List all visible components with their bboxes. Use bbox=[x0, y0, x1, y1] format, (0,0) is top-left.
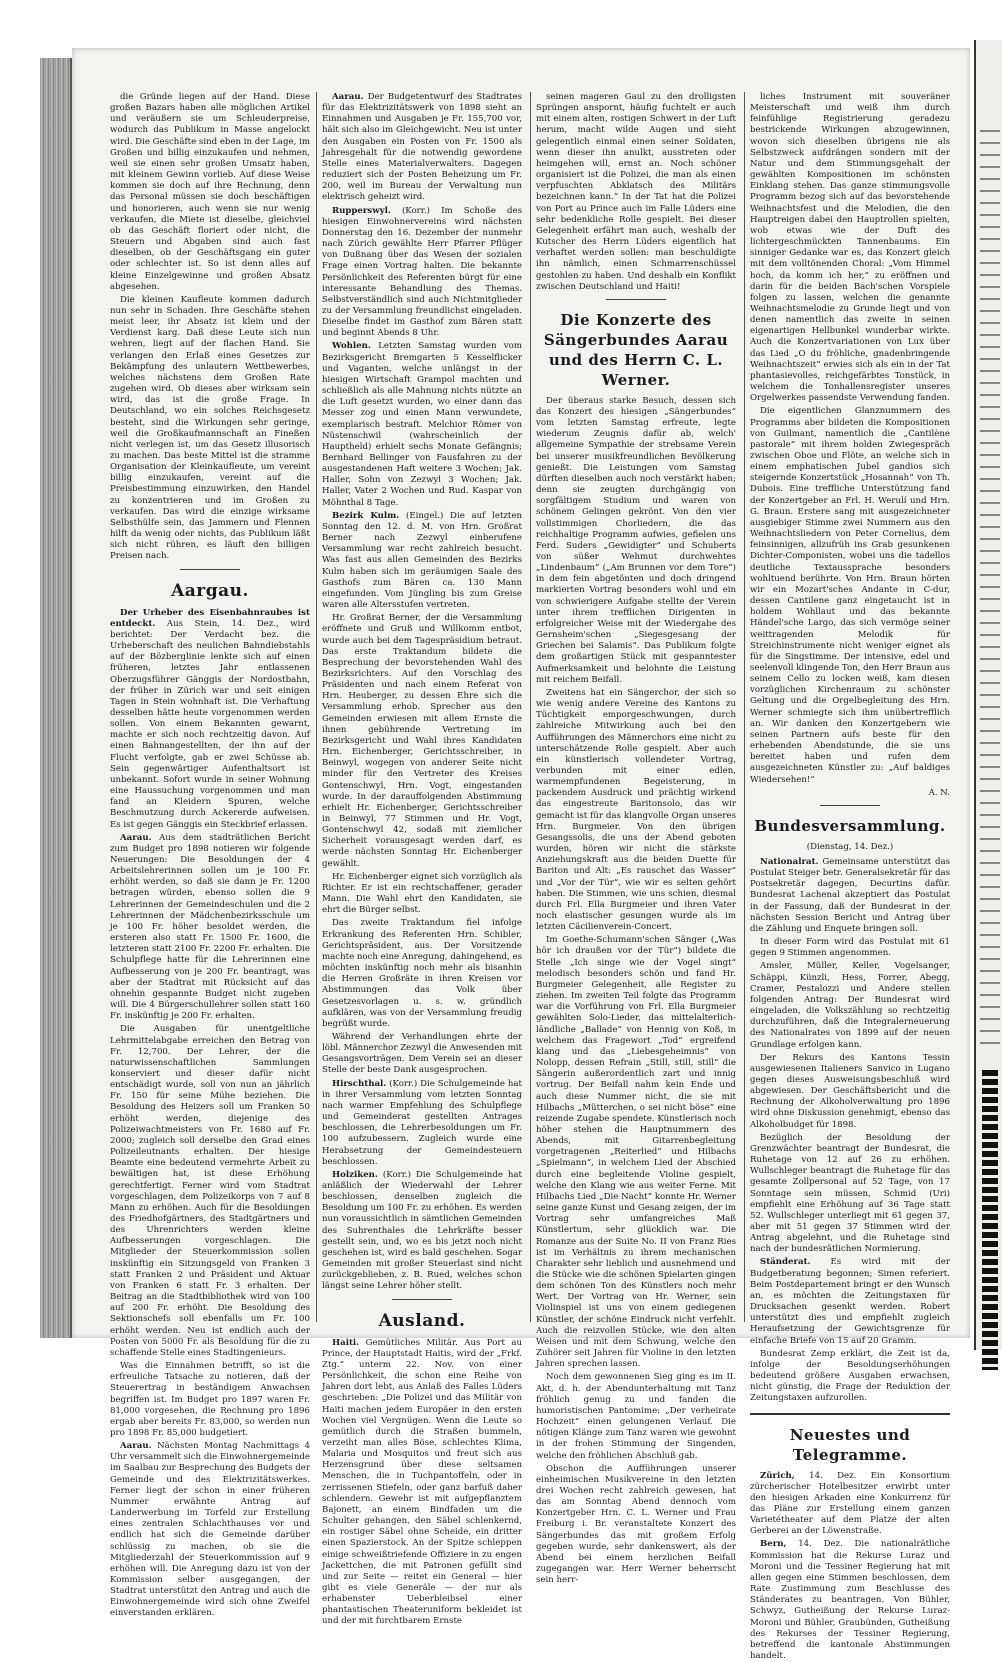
column-rule-2 bbox=[530, 92, 531, 1322]
news-body: 14. Dez. Ein Konsortium zürcherischer Hotelbesitzer erwirbt unter den hiesigen Arkaden eine Konkurrenz für das Pläne zur Erstellung einem ganzen Varietétheater auf dem Platze der alten Gerberei an der Löwenstraße. bbox=[750, 1470, 950, 1537]
news-nationalrat-2: In dieser Form wird das Postulat mit 61 gegen 9 Stimmen angenommen. bbox=[750, 937, 950, 959]
column-4 bbox=[750, 92, 950, 1661]
review-organ-paragraph-2: Die eigentlichen Glanznummern des Programms aber bildeten die Kompositionen von Guilmant, namentlich die „Cantilène pastorale“ mit ihrem holden Zwiegespräch zwischen Oboe und Flöte, an welche sich in einem emphatischen Jubel gandios sich steigernde Konzertstück „Hosannah“ von Th. Dubois. Eine treffliche Unterstützung fand der Konzertgeber an Frl. H. Werulí und Hrn. G. Braun. Erstere sang mit ausgezeichneter ausgiebiger Stimme zwei Nummern aus den Weihnachtsliedern von Peter Cornelius, dem feinsinnigen, allzufrüh ins Grab gesunkenen Dichter-Componisten, wobei uns die tadellos deutliche Textaussprache besonders wohltuend berührte. Von Hrn. Braun hörten wir ein Mozart'sches Andante in C-dur, dessen Cantilene ganz eingetaucht ist in holdem Wohllaut und das bekannte Händel'sche Largo, das sich vermöge seiner weittragenden Melodik für Streichinstrumente nicht weniger eignet als für die Singstimme. Der intensive, edel und seelenvoll klingende Ton, den Herr Braun aus seinem Cello zu locken weiß, kam diesen vorzüglichen Kirchenraum zu schönster Geltung und die Orgelbegleitung des Hrn. Werner schmiegte sich ihm unübertrefflich an. Wir danken den Konzertgebern wie seinen Partnern aufs beste für den erhebenden Abendstunde, die sie uns bereitet haben und rufen dem ausgezeichneten Künstler zu: „Auf baldiges Wiedersehen!“ bbox=[750, 406, 950, 785]
news-haiti bbox=[322, 1338, 522, 1628]
section-date: (Dienstag, 14. Dez.) bbox=[806, 841, 894, 852]
section-divider bbox=[606, 299, 666, 300]
section-heading-ausland: Ausland. bbox=[378, 1310, 466, 1331]
news-bezirk-kulm-2: Hr. Großrat Berner, der die Versammlung eröffnete und Gruß und Willkomm entbot, wurde auch bei dem Tagespräsidium betraut. Das erste Traktandum bildete die Besprechung der bevorstehenden Wahl des Bezirksrichters. Auf den Vorschlag des Präsidenten und nach einem Referat von Hrn. Heuberger, zu dessen Ehre sich die Versammlung erhob. Sprecher aus den Gemeinden erwiesen mit allem Ernste die ihnen gebührende Vertretung im Bezirksgericht und Wahl ihres Kandidaten Hrn. Eichenberger, Gerichtsschreiber, in Beinwyl, wogegen von anderer Seite nicht minder für den Vertreter des Kreises Gontenschwyl, Hrn. Vogt, eingestanden wurde. In der darauffolgenden Abstimmung erhielt Hr. Eichenberger, Gerichtsschreiber in Beinwyl, 77 Stimmen und Hr. Vogt, Gontenschwyl 42, sodaß mit ziemlicher Sicherheit vorausgesagt werden darf, es werde nächsten Sonntag Hr. Eichenberger gewählt. bbox=[322, 613, 522, 869]
telegram-bern bbox=[750, 1539, 950, 1662]
news-body: Der Budgetentwurf des Stadtrates für das Elektrizitätswerk von 1898 sieht an Einnahmen und Ausgaben je Fr. 155,700 vor, hält sich also im Gleichgewicht. Neu ist unter den Ausgaben ein Posten von Fr. 1500 als Jahresgehalt für die notwendig gewordene Stelle eines Materialverwalters. Dagegen reduziert sich der Posten Beheizung um Fr. 200, weil im Bureau der Verwaltung nun elektrisch geheizt wird. bbox=[322, 92, 522, 203]
news-aarau-elektrizitaetswerk bbox=[322, 92, 522, 204]
news-bezirk-kulm-3: Hr. Eichenberger eignet sich vorzüglich als Richter. Er ist ein rechtschaffener, gerader Mann. Die Wahl ehrt den Kandidaten, sie ehrt die Bürger selbst. bbox=[322, 871, 522, 916]
news-body: (Eingel.) Die auf letzten Sonntag den 12. d. M. von Hrn. Großrat Berner nach Zezwyl einberufene Versammlung war recht zahlreich besucht. Was fast aus allen Gemeinden des Bezirks Kulm haben sich im geräumigen Saale des Gasthofs zum Bären ca. 130 Mann eingefunden. Vom Jüngling bis zum Greise waren alle Altersstufen vertreten. bbox=[322, 510, 522, 611]
news-lead: Haiti. bbox=[332, 1337, 360, 1348]
adjacent-page-column-bar bbox=[982, 1070, 998, 1370]
news-holziken bbox=[322, 1170, 522, 1293]
news-nationalrat-5: Bezüglich der Besoldung der Grenzwächter beantragt der Bundesrat, die Ruhetage von 12 auf 26 zu erhöhen. Wullschleger beantragt die Ruhetage für das gesamte Zollpersonal auf 52 Tage, von 17 Sonntage sein müssen, Schmid (Uri) empfiehlt eine Erhöhung auf 36 Tage statt 52. Wullschleger unterliegt mit 61 gegen 37, aber mit 51 gegen 37 Stimmen wird der Antrag abgelehnt, und die Ruhetage sind nach der bundesrätlichen Normierung. bbox=[750, 1132, 950, 1255]
news-bezirk-kulm-4: Das zweite Traktandum fiel infolge Erkrankung des Referenten Hrn. Schibler, Gerichtspräsident, aus. Der Vorsitzende machte noch eine Anregung, dahingehend, es möchten inskünftig noch mehr als bisanhin die Herren Großräte in ihren Kreisen vor Abstimmungen das Volk über Gesetzesvorlagen u. s. w. gründlich aufklären, was von der Versammlung freudig begrüßt wurde. bbox=[322, 918, 522, 1029]
news-haiti-continued: seinen mageren Gaul zu den drolligsten Sprüngen anspornt, häufig fuchtelt er auch mit einem alten, rostigen Schwert in der Luft herum, macht wilde Augen und sieht gelegentlich einmal einen seiner Soldaten, wenn dieser ihn anulkt, ausstreten oder heimgehen will, ernst an. Noch schöner organisiert ist die Polizei, die man als einen verpfuschten Abklatsch des Militärs bezeichnen kann.“ In der Tat hat die Polizei von Port au Prince auch im Falle Lüders eine sehr bedenkliche Rolle gespielt. Bei dieser Gelegenheit erfährt man auch, weshalb der Kutscher des Herrn Lüders eigentlich hat verhaftet werden sollen: man beschuldigte ihn nämlich, einen Schmarrenschüssel gestohlen zu haben. Und deshalb ein Konflikt zwischen Deutschland und Haiti! bbox=[536, 92, 736, 292]
news-body: (Korr.) Im Schoße des hiesigen Einwohnervereins wird nächsten Donnerstag den 16. Dezember der nunmehr nach Zürich gewählte Herr Pfarrer Pflüger von Dußnang über das Wesen der sozialen Frage einen Vortrag halten. Die bekannte Persönlichkeit des Referenten bürgt für eine interessante Behandlung des Themas. Selbstverständlich sind auch Nichtmitglieder zu der Versammlung freundlichst eingeladen. Dieselbe findet im Gasthof zum Bären statt und beginnt Abends 8 Uhr. bbox=[322, 205, 522, 339]
article-bazars-paragraph-2: Die kleinen Kaufleute kommen dadurch nun sehr in Schaden. Ihre Geschäfte stehen meist leer, ihr Absatz ist klein und der Verdienst karg. Daß diese Leute sich nun wehren, liegt auf der flachen Hand. Sie verlangen den Erlaß eines Gesetzes zur Bekämpfung des unlautern Wettbewerbes, welches nächstens dem Großen Rate zugehen wird. Ob dieses aber wirksam sein wird, das ist die große Frage. In Deutschland, wo ein solches Reichsgesetz besteht, sind die Wirkungen sehr geringe, weil die Großkaufmannschaft an Fineßen nicht verlegen ist, um das Gesetz illusorisch zu machen. Das beste Mittel ist die stramme Organisation der Kleinkaufleute, um vereint billig einzukaufen, vereint auf die Preisbestimmung einzuwirken, den Handel zu konzentrieren und im Großen zu verkaufen. Das wird die einzige wirksame Selbsthülfe sein, das Jammern und Flennen hilft da wenig oder nichts, das Publikum läßt sich nicht rühren, es läuft den billigen Preisen nach. bbox=[110, 294, 310, 562]
news-lead: Ständerat. bbox=[760, 1257, 811, 1268]
news-hirschthal bbox=[322, 1079, 522, 1168]
news-nationalrat bbox=[750, 857, 950, 935]
article-bazars-paragraph-1: die Gründe liegen auf der Hand. Diese großen Bazars haben alle möglichen Artikel und veräußern sie um Schleuderpreise, wodurch das Publikum in Masse angelockt wird. Die Geschäfte sind eben in der Lage, im Großen und billig einzukaufen und nehmen, weil sie einen sehr großen Umsatz haben, mit kleinem Gewinn vorlieb. Auf diese Weise kommen sie doch auf ihre Rechnung, denn das Personal müssen sie doch beschäftigen und honorieren, auch wenn sie nur wenig verkaufen, die Miete ist dieselbe, gleichviel ob das Geschäft floriert oder nicht, die Steuern und Abgaben sind auch fast dieselben, ob der Geschäftsgang ein guter oder schlechter ist. So ist denn alles auf kleine Einzelgewinne und großen Absatz abgesehen. bbox=[110, 92, 311, 292]
book-page-edges bbox=[40, 58, 72, 1338]
column-rule-3 bbox=[744, 92, 745, 1322]
section-heading-bundesversammlung: Bundesversammlung. bbox=[754, 816, 946, 835]
column-rule-1 bbox=[316, 92, 317, 1322]
news-lead: Holziken. bbox=[332, 1169, 378, 1180]
telegram-zuerich bbox=[750, 1471, 950, 1538]
news-bezirk-kulm bbox=[322, 511, 522, 611]
news-lead: Aarau. bbox=[332, 92, 364, 102]
review-paragraph-5: Obschon die Aufführungen unserer einheimischen Musikvereine in den letzten drei Wochen recht zahlreich gewesen, hat das am Sonntag Abend dennoch vom Konzertgeber Hrn. C. L. Werner und Frau Freiburg i. Br. veranstaltete Konzert des Sängerbundes das mit großem Erfolg gegeben wurde, sehr dankenswert, als der Abend bei einem herzlichen Beifall zugegangen war. Herr Werner beherrscht sein herr- bbox=[536, 1463, 736, 1586]
text-columns bbox=[110, 92, 950, 1661]
review-organ-paragraph-1: liches Instrument mit souveräner Meisterschaft und weiß ihm durch feinfühlige Registrierung geradezu bestrickende Wirkungen abzugewinnen, wovon sich dieselben übrigens nie als Selbstzweck aufdrängen sondern mit der Natur und dem Stimmungsgehalt der gewählten Kompositionen im schönsten Einklang stehen. Das ganze stimmungsvolle Programm bezog sich auf das bevorstehende Weihnachtsfest und die Melodien, die den Hauptreigen dabei den Hauptrollen spielten, wob etwas wie der Duft des lichtergeschmückten Tannenbaums. Ein sinniger Gedanke war es, das Konzert gleich mit dem volltönenden Choral: „Vom Himmel hoch, da komm ich her,“ zu eröffnen und darin für die beiden Bach'schen Vorspiele folgen zu lassen, welchen die genannte Weihnachtsmelodie zu Grunde liegt und von denen namentlich das zweite in seinen eigenartigen Hellbunkel wunderbar wirkte. Auch die Konzertvariationen von Lux über das Lied „O du fröhliche, gnadenbringende Weihnachtszeit“ erwies sich als ein in der Tat phantasievolles, reichgefärbtes Tonstück, in welchem die Tonhallensregister unseres Orgelwerkes passendste Verwendung fanden. bbox=[750, 92, 950, 404]
news-rupperswyl bbox=[322, 206, 522, 340]
news-lead: Bezirk Kulm. bbox=[332, 510, 400, 521]
news-aarau-gemeinde bbox=[110, 1441, 310, 1620]
review-paragraph-4: Noch dem gewonnenen Sieg ging es im II. Akt, d. h. der Abendunterhaltung mit Tanz fröhlich genug zu und fanden die humoristischen Pantomime: „Der verheirate Hochzeit“ einen gelungenen Verlauf. Die nötigen Klänge zum Tanz waren wie gewohnt in der frohen Stimmung der Singenden, welche den fröhlichen Abschluß gab. bbox=[536, 1372, 736, 1461]
news-body: Nächsten Montag Nachmittags 4 Uhr versammelt sich die Einwohnergemeinde im Saalbau zur Besprechung des Budgets der Gemeinde und des Elektrizitätswerkes. Ferner liegt der schon in einer früheren Nummer erwähnte Antrag auf Landerwerbung im Torfeld zur Erstellung eines zentralen Schlachthauses vor und endlich hat sich die Gemeinde darüber schlüssig zu machen, ob sie die Mitgliederzahl der Steuerkommission auf 9 erhöhen will. Die Anregung dazu ist von der Kommission selber ausgegangen, der Stadtrat unterstützt den Antrag und auch die Einwohnergemeinde wird sich ohne Zweifel einverstanden erklären. bbox=[110, 1441, 310, 1619]
news-body: Aus dem stadträtlichen Bericht zum Budget pro 1898 notieren wir folgende Neuerungen: Die Besoldungen der 4 Arbeitslehrerinnen sollen um je 100 Fr. erhöht werden, so daß sie dann je Fr. 1200 betragen würden, ebenso sollen die 9 Lehrerinnen der Gemeindeschulen und die 2 Lehrerinnen der Mädchenbezirksschule um je 100 Fr. höher besoldet werden, die ersteren also statt Fr. 1500 Fr. 1600, die letzteren statt 2100 Fr. 2200 Fr. erhalten. Die Schulpflege hatte für die Lehrerinnen eine Aufbesserung von je 200 Fr. beantragt, was aber der Stadtrat mit Rücksicht auf das ohnehin gespannte Budget nicht zugeben will. Die 4 Bürgerschullehrer sollen statt 160 Fr. inskünftig je 200 Fr. erhalten. bbox=[110, 832, 310, 1022]
column-3 bbox=[536, 92, 736, 1586]
news-staenderat-2: Bundesrat Zemp erklärt, die Zeit ist da, infolge der Besoldungserhöhungen bedeutend größere Ausgaben erwachsen, nicht günstig, die Frage der Reduktion der Zeitungstaxen aufzurollen. bbox=[750, 1348, 950, 1404]
review-paragraph-3: Im Goethe-Schumann'schen Sänger („Was hör ich draußen vor der Tür“) bildete die Stelle „Ich singe wie der Vogel singt“ melodisch besonders schön und fand Hr. Burgmeier Gelegenheit, alle Register zu ziehen. Im zweiten Teil folgte das Programm war die Vorführung von Frl. Ella Burgmeier gewählten Solo-Lieder, das mittelalterlich-ländliche „Ballade“ von Hennig von Koß, in welchem das Fragewort „Tod“ ergreifend klang und das „Liebesgeheimnis“ von Nolopp, dessen Refrain „Still, still, still“ die Sängerin außerordentlich zart und innig vortrug. Der Beifall nahm kein Ende und auch diese Nummer nicht, die sie mit Hilbachs „Mütterchen, o sei nicht böse“ eine reizende Zugabe spendete. Künstlerisch noch höher stehen die Hauptnummern des Abends, mit Gitarrenbegleitung vorgetragenen „Reiterlied“ und Hilbachs „Spielmann“, in welchem Lied der Abschied durch eine begleitende Violine gespielt, welche den Klang wie aus weiter Ferne. Mit Hilbachs Lied „Die Nacht“ konnte Hr. Werner seine ganze Kunst und Gesang zeigen, der im Vortrag sehr umfangreiches Maß Künstlertum, sehr glücklich war. Die Romanze aus der Suite No. II von Franz Ries ist im Verhältnis zu ihrem mechanischen Charakter sehr lieblich und ausnehmend und die Stücke wie die schönen Spielarten gingen dem schönen Ton des Künstlers noch mehr Wert. Der Vortrag von Hr. Werner, sein Violinspiel ist uns von einem gediegenen Künstler, der schöne Eindruck nicht verfehlt. Auch die reizvollen Stücke, wie den alten Weisen und mit dem Schwung, welche den Zuhörer seit Jahren für Violine in den letzten Jahren sprechen lassen. bbox=[536, 935, 736, 1370]
news-body: Es wird mit der Budgetberatung begonnen; Simen referiert. Beim Postdepartement bringt er den Wunsch an, es möchten die Zeitungstaxen für Drucksachen gesenkt werden. Robert unterstützt dies und empfiehlt zugleich Heraufsetzung der Gewichtsgrenze für einfache Briefe von 15 auf 20 Gramm. bbox=[750, 1257, 950, 1346]
news-wohlen bbox=[322, 341, 522, 508]
news-body: Letzten Samstag wurden vom Bezirksgericht Bremgarten 5 Kesselflicker und Vaganten, welche unlängst in der hiesigen Wirtschaft Grampol machten und schließlich als alle Mahnung nichts nützte an die Luft gesetzt wurden, wo einer dann das Messer zog und einen Mann verwundete, exemplarisch bestraft. Melchior Römer von Nüstenschwil (wahrscheinlich der Hauptheld) erhielt sechs Monate Gefängnis; Bernhard Bellinger von Fausfahren zu der ausgestandenen Haft weitere 3 Wochen; Jak. Haller, Sohn von Zezwyl 3 Wochen; Jak. Haller, Vater 2 Wochen und Rud. Kaspar von Möhnthal 8 Tage. bbox=[322, 341, 522, 508]
news-lead: Aarau. bbox=[120, 832, 152, 843]
news-lead: Nationalrat. bbox=[760, 857, 819, 867]
section-divider bbox=[392, 1299, 452, 1300]
news-body: 14. Dez. Die nationalrätliche Kommission hat die Rekurse Luraz und Moroni und die Tessiner Regierung hat mit allen gegen eine Stimmen beschlossen, dem Rate Zustimmung zum Beschlusse des Ständerates zu beantragen. Von Bühler, Schwyz, Gutheißung der Rekurse Luraz-Moroni und Bühler, Graubünden, Gutheißung des Rekurses der Tessiner Regierung, betreffend die kantonale Abstimmungen handelt. bbox=[750, 1539, 950, 1661]
section-divider bbox=[180, 569, 240, 570]
review-paragraph-1: Der überaus starke Besuch, dessen sich das Konzert des hiesigen „Sängerbundes“ vom letzten Samstag erfreute, legte wiederum Zeugnis dafür ab, welch' allgemeine Sympathie der strebsame Verein bei unserer musikfreundlichen Bevölkerung genießt. Die Leistungen vom Samstag dürften dieselben auch noch verstärkt haben; denn sie zeugten durchgängig von sorgfältigem Studium und waren von schönem Gelingen gekrönt. Von den vier vollstimmigen Chorliedern, die das reichhaltige Programm aufwies, gefielen uns Ferd. Suders „Gewidigter“ und Schuberts von süßer Wehmut durchwehtes „Lindenbaum“ („Am Brunnen vor dem Tore“) in dem fein abgetönten und doch dringend markierten Vortrag besonders wohl und ein von schwierigere Aufgabe stellte der Verein unter ihrem trefflichen Dirigenten in erfolgreicher Weise mit der Wiedergabe des Gernsheim'schen „Siegesgesang der Griechen bei Salamis“. Das Publikum folgte dem großartigen Stück mit gespanntester Aufmerksamkeit und belohnte die Leistung mit reichem Beifall. bbox=[536, 395, 736, 685]
section-divider bbox=[820, 805, 880, 806]
review-paragraph-2: Zweitens hat ein Sängerchor, der sich so wie wenig andere Vereine des Kantons zu Tüchtigkeit emporgeschwungen, durch zahlreiche Mitwirkung auch bei den Aufführungen des Männerchors eine nicht zu unterschätzende Rolle gespielt. Aber auch ein künstlerisch vollendeter Vortrag, verbunden mit einer edlen, warmempfundenen Begeisterung, in packendem Ausdruck und prächtig wirkend das eingestreute Baritonsolo, das wir gemacht ist für das klangvolle Organ unseres Hrn. Burgmeier. Von den übrigen Gesangssolis, die uns der Abend geboten wurden, hören wir nicht die stärkste Anziehungskraft aus die beiden Duette für Bariton und Alt: „Es rauschet das Wasser“ und „Vor der Tür“, wie wir es selten gehört haben. Die Stimmen, wie uns schien, diesmal durch Frl. Ella Burgmeier und ihren Vater noch elastischer gesungen wurde als im letzten Cäcilienverein-Concert. bbox=[536, 687, 736, 933]
news-nationalrat-3: Amsler, Müller, Keller, Vogelsanger, Schäppi, Künzli, Hess, Forrer, Abegg, Cramer, Pestalozzi und Andere stellen folgenden Antrag: Der Bundesrat wird eingeladen, die Volkszählung so rechtzeitig durchzuführen, daß die Integralerneuerung des Nationalrates von 1899 auf der neuen Grundlage erfolgen kann. bbox=[750, 961, 950, 1050]
news-aarau-budget-continued: Die Ausgaben für unentgeltliche Lehrmittelabgabe erreichen den Betrag von Fr. 12,700. Der Lehrer, der die naturwissenschaftlichen Sammlungen konserviert und dieser dafür nicht entschädigt wurde, soll von nun an jährlich Fr. 150 für seine Mühe beziehen. Die Besoldung des Heizers soll um Franken 50 erhöht werden, diejenige des Polizeiwachtmeisters von Fr. 1680 auf Fr. 2000; zugleich soll derselbe den Grad eines Polizeileutnants erhalten. Der hiesige Beamte eine bedeutend vermehrte Arbeit zu bewältigen hat, ist diese Erhöhung gerechtfertigt. Ferner wird vom Stadtrat vorgeschlagen, dem Polizeikorps von 7 auf 8 Mann zu erhöhen. Auch für die Besoldungen des Friedhofgärtners, des Stadtgärtners und des Uhrenrichters werden kleine Aufbesserungen vorgeschlagen. Die Mitglieder der Steuerkommission sollen inskünftig ein Sitzungsgeld von Franken 3 statt Franken 2 und Präsident und Aktuar von Franken 6 statt Fr. 3 erhalten. Der Beitrag an die Stadtbibliothek wird von 100 auf 200 Fr. erhöht. Die Besoldung des Sektionschefs soll ebenfalls um Fr. 100 erhöht werden. Neu ist endlich auch der Posten von 5000 Fr. als Besoldung für die zu schaffende Stelle eines Stadtingenieurs. bbox=[110, 1024, 310, 1358]
section-heading-aargau: Aargau. bbox=[171, 580, 249, 601]
news-lead: Hirschthal. bbox=[332, 1078, 387, 1089]
news-nationalrat-4: Der Rekurs des Kantons Tessin ausgewiesenen Italieners Sanvico in Lugano gegen dieses Ausweisungsbeschluß wird abgewiesen. Der Geschäftsbericht und die Rechnung der Alkoholverwaltung pro 1896 wird ohne Diskussion genehmigt, ebenso das Alkoholbudget für 1898. bbox=[750, 1052, 950, 1130]
news-lead: Aarau. bbox=[120, 1441, 152, 1452]
news-body: Aus Stein, 14. Dez., wird berichtet: Der Verdacht bez. die Urheberschaft des neulichen Bahndiebstahls auf der Bözberglinie lenkte sich auf einen früheren, letztes Jahr entlassenen Oberzugsführer Gänggis der Nordostbahn, der früher in Zürich war und seit einigen Tagen in Stein wohnhaft ist. Die Verhaftung desselben hätte heute vorgenommen werden sollen. Von einem Bekannten gewarnt, machte er sich noch rechtzeitig davon. Auf einen Bahnangestellten, der ihn auf der Flucht verfolgte, gab er zwei Schüsse ab. Sein gegenwärtiger Aufenthaltsort ist unbekannt. Sofort wurde in seiner Wohnung eine Haussuchung vorgenommen und man fand an Kleidern Spuren, welche Beschmutzung durch Ackererde aufweisen. Es ist gegen Gänggis ein Steckbrief erlassen. bbox=[110, 618, 310, 830]
news-body: Gemeinsame unterstützt das Postulat Steiger betr. Generalsekretär für das Postsekretär dagegen, Decurtins dafür. Bundesrat Lachenal akzeptiert das Postulat in der Fassung, daß der Bundesrat in der nächsten Session Bericht und Antrag über die Zählung und Enquete bringen soll. bbox=[750, 857, 950, 934]
news-lead: Wohlen. bbox=[332, 341, 371, 352]
news-eisenbahnraub bbox=[110, 608, 310, 831]
news-lead: Der Urheber des Eisenbahnraubes ist entdeckt. bbox=[110, 607, 310, 629]
adjacent-page-edge bbox=[974, 40, 1002, 1350]
section-heading-konzerte: Die Konzerte des Sängerbundes Aarau und des Herrn C. L. Werner. bbox=[543, 310, 729, 389]
news-staenderat bbox=[750, 1257, 950, 1346]
news-body: Gemütliches Militär. Aus Port au Prince, der Hauptstadt Haitis, wird der „Frkf. Ztg.“ unterm 22. Nov. von einer Persönlichkeit, die schon eine Reihe von Jahren dort lebt, aus Anlaß des Falles Lüders geschrieben: „Die Polizei und das Militär von Haiti machen jedem Europäer in den ersten Wochen viel Vergnügen. Wenn die Leute so gemütlich durch die Straßen bummeln, verzeiht man alles Böse, schlechtes Klima, Malaria und Mosquitos und freut sich aus Herzensgrund über diese seltsamen Menschen, die in Tuchpantoffeln, oder in zerrissenen Stiefeln, oder ganz barfuß daher schlendern. Gewehr ist mit aufgepflanztem Bajonett, an einem Bindfaden um die Schulter gehangen, den Säbel schlenkernd, ein rostiger Säbel ohne Scheide, ein dritter einen Spazierstock. An der Spitze schleppen einige schweißtriefende Offiziere in zu engen Jackettchen, die mit Patronen gefüllt sind und zur Seite — reitet ein General — hier gibt es viele Generäle — der nur als erhabenster Ueberbleibsel einer phantastischen Theateruniform bekleidet ist und der mit furchtbarem Ernste bbox=[322, 1337, 522, 1627]
news-aarau-einnahmen: Was die Einnahmen betrifft, so ist die erfreuliche Tatsache zu notieren, daß der Steuerertrag in beständigem Anwachsen begriffen ist. Im Budget pro 1897 waren Fr. 81,000 vorgesehen, die Rechnung pro 1896 ergab aber bereits Fr. 83,000, so werden nun pro 1898 Fr. 85,000 budgetiert. bbox=[110, 1361, 310, 1438]
section-divider-thick bbox=[750, 1413, 950, 1415]
news-lead: Bern, bbox=[760, 1539, 787, 1550]
column-1 bbox=[110, 92, 311, 1619]
adjacent-page-text-fragments bbox=[980, 130, 1000, 1050]
news-aarau-budget bbox=[110, 833, 310, 1023]
news-bezirk-kulm-5: Während der Verhandlungen ehrte der löbl. Männerchor Zezwyl die Anwesenden mit Gesangsvorträgen. Dem Verein sei an dieser Stelle der beste Dank ausgesprochen. bbox=[322, 1031, 522, 1076]
news-lead: Rupperswyl. bbox=[332, 205, 391, 216]
column-2 bbox=[322, 92, 522, 1627]
news-body: (Korr.) Die Schulgemeinde hat anläßlich der Wiederwahl der Lehrer beschlossen, denselben zugleich die Besoldung um 100 Fr. zu erhöhen. Es werden nun voraussichtlich in sämtlichen Gemeinden des Suhrenthales die Lehrkräfte besser gestellt sein, und, wo es bis jetzt noch nicht geschehen ist, wird es bald geschehen. Sogar Gemeinden mit großer Steuerlast sind nicht zurückgeblieben, z. B. Rued, welches schon längst seine Lehrer höher stellt. bbox=[322, 1169, 522, 1292]
section-heading-neuestes: Neuestes und Telegramme. bbox=[789, 1425, 911, 1464]
news-lead: Zürich, bbox=[760, 1470, 795, 1481]
author-signature: A. N. bbox=[928, 787, 950, 798]
news-body: (Korr.) Die Schulgemeinde hat in ihrer Versammlung vom letzten Sonntag nach warmer Empfehlung des Schulpflege und Gemeinderat gestellten Antrages beschlossen, die Lehrerbesoldungen um Fr. 100 aufzubessern. Zugleich wurde eine Herabsetzung der Gemeindesteuern beschlossen. bbox=[322, 1078, 522, 1167]
